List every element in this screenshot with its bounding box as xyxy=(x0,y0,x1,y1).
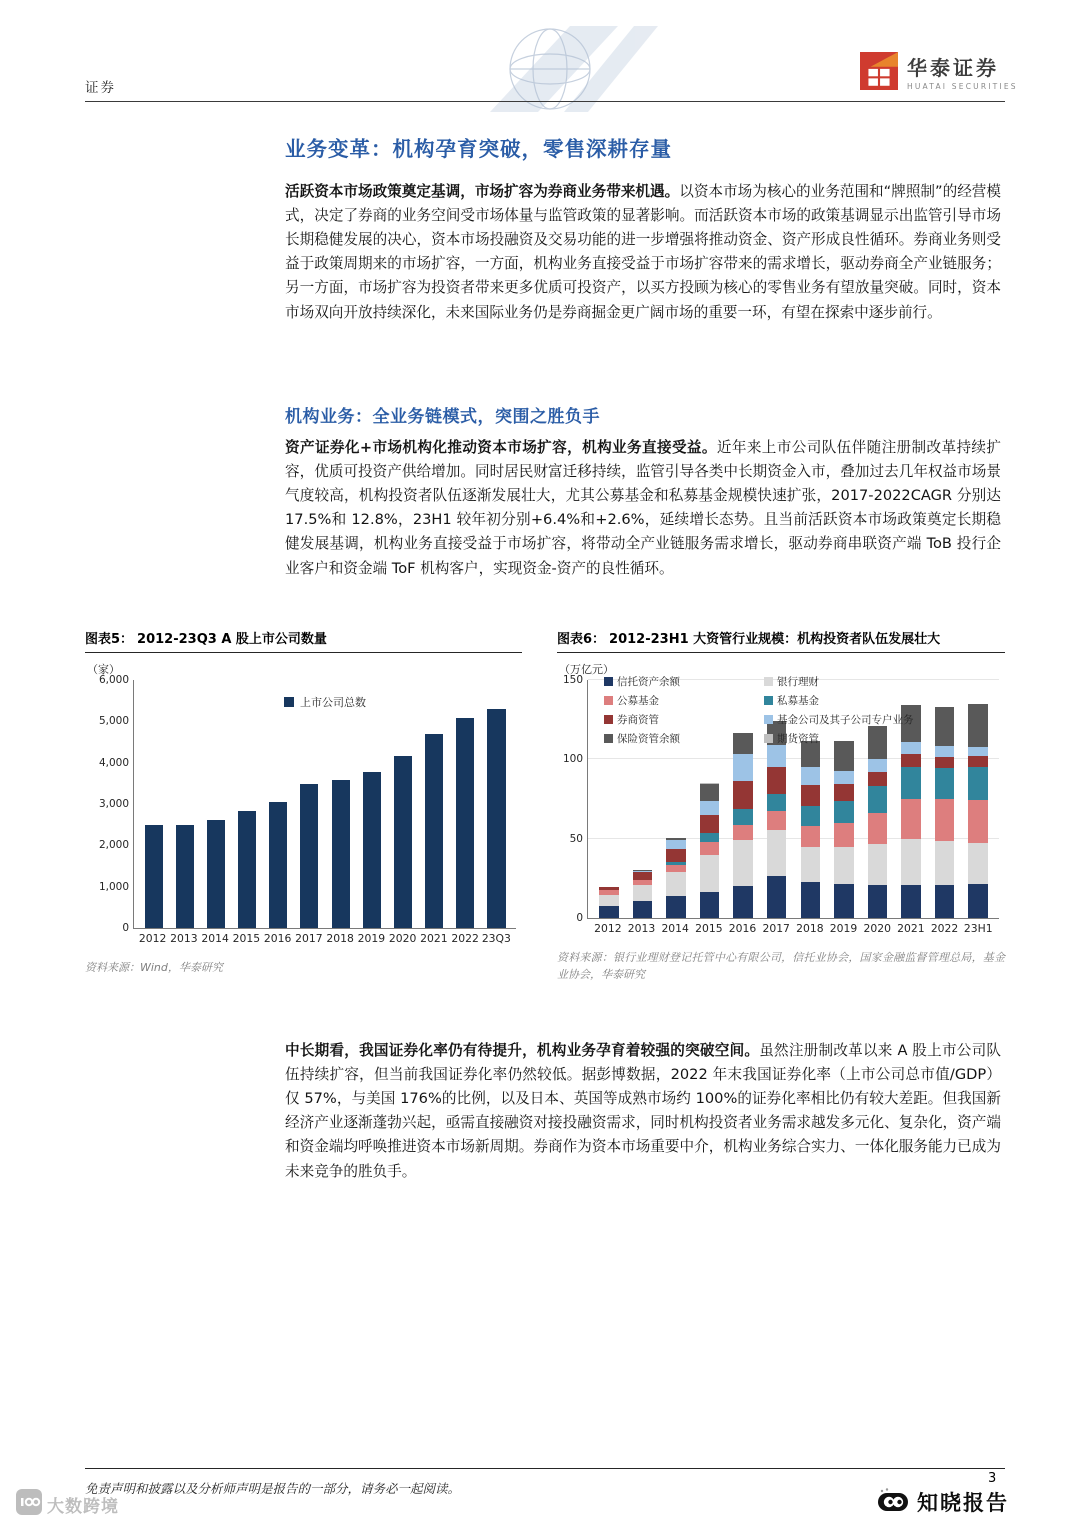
bar-segment xyxy=(968,843,987,883)
header-divider xyxy=(85,101,1005,102)
bar-23Q3 xyxy=(481,680,512,928)
brand-subtitle: HUATAI SECURITIES xyxy=(907,81,1018,91)
fig5-legend xyxy=(134,694,516,710)
y-tick-label: 100 xyxy=(562,753,583,766)
legend-swatch xyxy=(604,734,613,743)
bar-segment xyxy=(935,768,954,800)
x-tick-label: 2015 xyxy=(695,922,723,935)
bar-segment xyxy=(801,767,820,785)
bar-segment xyxy=(733,781,752,809)
bar-2015 xyxy=(232,680,263,928)
bar-2013 xyxy=(169,680,200,928)
bar-segment xyxy=(666,896,685,918)
page-title: 业务变革：机构孕育突破，零售深耕存量 xyxy=(285,136,672,161)
bar-segment xyxy=(868,885,887,918)
bar-segment xyxy=(935,799,954,840)
bar-segment xyxy=(767,794,786,812)
x-tick-label: 2012 xyxy=(594,922,622,935)
x-tick-label: 23H1 xyxy=(963,922,993,935)
paragraph-securitization xyxy=(285,1039,1001,1184)
x-tick-label: 23Q3 xyxy=(481,932,511,945)
page-number: 3 xyxy=(988,1471,997,1486)
figure-5-chart xyxy=(98,674,516,945)
x-tick-label: 2021 xyxy=(897,922,925,935)
x-tick-label: 2014 xyxy=(661,922,689,935)
bar-segment xyxy=(968,800,987,844)
bar-segment xyxy=(834,847,853,884)
legend-label: 信托资产余额 xyxy=(617,676,680,688)
legend-item xyxy=(764,731,914,746)
bar-segment xyxy=(968,767,987,800)
bar-segment xyxy=(801,806,820,826)
x-tick-label: 2022 xyxy=(930,922,959,935)
legend-swatch xyxy=(604,677,613,686)
figure-5-label: 图表5： xyxy=(85,632,134,647)
figure-6-title: 2012-23H1 大资管行业规模：机构投资者队伍发展壮大 xyxy=(609,632,941,647)
bar-2022 xyxy=(450,680,481,928)
x-tick-label: 2014 xyxy=(201,932,229,945)
figure-6-source: 资料来源：银行业理财登记托管中心有限公司，信托业协会，国家金融监督管理总局，基金业协会，华泰研究 xyxy=(557,951,1005,982)
paragraph-body: 近年来上市公司队伍伴随注册制改革持续扩容，优质可投资产供给增加。同时居民财富迁移持续，监管引导各类中长期资金入市，叠加过去几年权益市场景气度较高，机构投资者队伍逐渐发展壮大，尤其公募基金和私募基金规模快速扩张，2017-2022CAGR 分别达 17.5%和 12.8%，23H1 较年初分别+6.4%和+2.6%，延续增长态势。且当前活跃资本市场政策奠定长期稳健发展基调，机构业务直接受益于市场扩容，将带动全产业链服务需求增长，驱动券商串联资产端 ToB 投行企业客户和资金端 ToF 机构客户，实现资金-资产的良性循环。 xyxy=(285,438,1001,577)
legend-label: 期货资管 xyxy=(777,733,819,745)
bar-segment xyxy=(599,906,618,918)
bar-segment xyxy=(666,872,685,896)
legend-swatch xyxy=(764,715,773,724)
x-tick-label: 2016 xyxy=(263,932,292,945)
legend-item xyxy=(764,693,914,708)
x-tick-label: 2017 xyxy=(762,922,790,935)
figure-6 xyxy=(557,628,1005,983)
huatai-logo xyxy=(860,52,1018,94)
footer-divider xyxy=(85,1468,1005,1469)
legend-label: 私募基金 xyxy=(777,695,819,707)
figure-6-label: 图表6： xyxy=(557,632,606,647)
x-tick-label: 2019 xyxy=(829,922,858,935)
bar-segment xyxy=(700,801,719,815)
paragraph-lead: 活跃资本市场政策奠定基调，市场扩容为券商业务带来机遇。 xyxy=(285,182,680,200)
x-tick-label: 2019 xyxy=(357,932,386,945)
bar-segment xyxy=(901,767,920,798)
x-tick-label: 2012 xyxy=(138,932,167,945)
bar-segment xyxy=(935,885,954,918)
figure-6-x-axis xyxy=(587,922,999,935)
section-heading-institutional: 机构业务：全业务链模式，突围之胜负手 xyxy=(285,407,600,428)
y-tick-label: 4,000 xyxy=(98,756,129,769)
figure-6-chart xyxy=(562,674,999,935)
legend-swatch xyxy=(604,715,613,724)
paragraph-lead: 中长期看，我国证券化率仍有待提升，机构业务孕育着较强的突破空间。 xyxy=(285,1041,760,1059)
y-tick-label: 1,000 xyxy=(98,880,129,893)
bar-segment xyxy=(700,855,719,892)
legend-label: 基金公司及其子公司专户业务 xyxy=(777,714,914,726)
bar-segment xyxy=(767,811,786,829)
bar-segment xyxy=(666,840,685,849)
legend-swatch xyxy=(764,677,773,686)
x-tick-label: 2013 xyxy=(627,922,656,935)
bar-segment xyxy=(901,885,920,918)
y-tick-label: 0 xyxy=(122,922,129,934)
bar-segment xyxy=(968,704,987,747)
bar-segment xyxy=(935,746,954,756)
bar-segment xyxy=(733,840,752,886)
bar-segment xyxy=(868,813,887,845)
bar-segment xyxy=(599,895,618,906)
bar-2012 xyxy=(138,680,169,928)
bar-segment xyxy=(733,825,752,840)
paragraph-body: 虽然注册制改革以来 A 股上市公司队伍持续扩容，但当前我国证券化率仍然较低。据彭博数据，2022 年末我国证券化率（上市公司总市值/GDP）仅 57%，与美国 176%的比例，以及日本、英国等成熟市场约 100%的证券化率相比仍有较大差距。但我国新经济产业逐渐蓬勃兴起，亟需直接融资对接投融资需求，同时机构投资者业务需求越发多元化、复杂化，资产端和资金端均呼唤推进资本市场新周期。券商作为资本市场重要中介，机构业务综合实力、一体化服务能力已成为未来竞争的胜负手。 xyxy=(285,1041,1001,1180)
bar-2017 xyxy=(294,680,325,928)
bar-segment xyxy=(633,885,652,901)
bar-segment xyxy=(868,759,887,772)
legend-item xyxy=(764,674,914,689)
bar-segment xyxy=(733,754,752,781)
bar-segment xyxy=(700,815,719,834)
bar-segment xyxy=(935,841,954,885)
x-tick-label: 2015 xyxy=(232,932,261,945)
legend-swatch xyxy=(604,696,613,705)
bar-segment xyxy=(700,842,719,855)
bar-segment xyxy=(767,876,786,918)
bar-2019 xyxy=(356,680,387,928)
fig6-legend xyxy=(604,674,914,746)
x-tick-label: 2017 xyxy=(295,932,323,945)
bar-segment xyxy=(901,839,920,885)
x-tick-label: 2021 xyxy=(420,932,448,945)
bar-segment xyxy=(801,847,820,882)
header-globe-watermark xyxy=(420,26,690,116)
bar-2018 xyxy=(325,680,356,928)
legend-item xyxy=(604,674,754,689)
footer-disclaimer: 免责声明和披露以及分析师声明是报告的一部分，请务必一起阅读。 xyxy=(85,1481,461,1496)
paragraph-body: 以资本市场为核心的业务范围和“牌照制”的经营模式，决定了券商的业务空间受市场体量与监管政策的显著影响。而活跃资本市场的政策基调显示出监管引导市场长期稳健发展的决心，资本市场投融资及交易功能的进一步增强将推动资金、资产形成良性循环。券商业务则受益于政策周期来的市场扩容，一方面，机构业务直接受益于市场扩容带来的需求增长，驱动券商全产业链服务；另一方面，市场扩容为投资者带来更多优质可投资产，以买方投顾为核心的零售业务有望放量突破。同时，资本市场双向开放持续深化，未来国际业务仍是券商掘金更广阔市场的重要一环，有望在探索中逐步前行。 xyxy=(285,182,1001,321)
y-tick-label: 50 xyxy=(569,832,583,845)
huatai-logo-icon xyxy=(860,52,898,94)
bar-23H1 xyxy=(961,680,995,918)
y-tick-label: 0 xyxy=(576,912,583,924)
bar-segment xyxy=(901,799,920,840)
x-tick-label: 2018 xyxy=(326,932,354,945)
figure-6-plot xyxy=(562,674,999,924)
paragraph-institutional xyxy=(285,436,1001,581)
legend-label: 银行理财 xyxy=(777,676,819,688)
bar-segment xyxy=(666,865,685,872)
zhixiao-logo-icon xyxy=(876,1487,910,1517)
bar-segment xyxy=(801,785,820,806)
watermark-dashu-label: 大数跨境 xyxy=(47,1496,119,1517)
bar-2014 xyxy=(200,680,231,928)
x-tick-label: 2016 xyxy=(728,922,757,935)
legend-swatch xyxy=(764,734,773,743)
bar-segment xyxy=(868,786,887,813)
figure-5-x-axis xyxy=(133,932,516,945)
dashu-logo-icon xyxy=(16,1489,42,1519)
y-tick-label: 150 xyxy=(562,674,583,686)
y-tick-label: 6,000 xyxy=(98,674,129,686)
paragraph-lead: 资产证券化+市场机构化推动资本市场扩容，机构业务直接受益。 xyxy=(285,438,717,456)
header-category-label: 证券 xyxy=(85,80,116,96)
watermark-dashu xyxy=(16,1489,119,1519)
x-tick-label: 2013 xyxy=(170,932,198,945)
bar-segment xyxy=(700,833,719,841)
bar-segment xyxy=(901,754,920,767)
fig5-legend-swatch xyxy=(284,697,294,707)
x-tick-label: 2020 xyxy=(388,932,417,945)
x-tick-label: 2018 xyxy=(796,922,824,935)
bar-2016 xyxy=(263,680,294,928)
legend-label: 券商资管 xyxy=(617,714,659,726)
y-tick-label: 3,000 xyxy=(98,798,129,810)
paragraph-market-policy xyxy=(285,180,1001,325)
fig5-legend-label: 上市公司总数 xyxy=(300,696,366,709)
bar-2020 xyxy=(387,680,418,928)
watermark-zhixiao-label: 知晓报告 xyxy=(917,1491,1009,1515)
bar-segment xyxy=(700,892,719,918)
y-tick-label: 5,000 xyxy=(98,715,129,728)
legend-item xyxy=(604,693,754,708)
legend-label: 公募基金 xyxy=(617,695,659,707)
bar-segment xyxy=(968,747,987,757)
bar-segment xyxy=(633,872,652,880)
bar-segment xyxy=(935,757,954,768)
legend-swatch xyxy=(764,696,773,705)
figure-5-caption xyxy=(85,628,522,653)
bar-segment xyxy=(767,830,786,877)
bar-segment xyxy=(801,882,820,918)
bar-segment xyxy=(834,884,853,918)
x-tick-label: 2020 xyxy=(863,922,891,935)
figure-5-source: 资料来源：Wind，华泰研究 xyxy=(85,961,223,974)
bar-segment xyxy=(935,707,954,746)
bar-segment xyxy=(666,849,685,862)
bar-segment xyxy=(968,756,987,766)
bar-segment xyxy=(801,826,820,847)
figure-5-y-unit: （家） xyxy=(87,663,120,676)
bar-segment xyxy=(733,886,752,918)
bar-segment xyxy=(834,771,853,784)
legend-item xyxy=(764,712,914,727)
x-tick-label: 2022 xyxy=(451,932,479,945)
legend-label: 保险资管余额 xyxy=(617,733,680,745)
figure-5 xyxy=(85,628,522,976)
bar-segment xyxy=(868,844,887,885)
bar-segment xyxy=(834,784,853,801)
bar-segment xyxy=(633,901,652,918)
y-tick-label: 2,000 xyxy=(98,839,129,852)
bar-segment xyxy=(968,884,987,918)
bar-2021 xyxy=(419,680,450,928)
bar-segment xyxy=(868,772,887,786)
legend-item xyxy=(604,731,754,746)
figure-5-title: 2012-23Q3 A 股上市公司数量 xyxy=(137,632,327,647)
bar-2022 xyxy=(928,680,962,918)
bar-segment xyxy=(767,745,786,767)
figure-6-caption xyxy=(557,628,1005,653)
bar-segment xyxy=(733,809,752,825)
bar-segment xyxy=(834,823,853,846)
bar-segment xyxy=(700,784,719,801)
figure-6-y-unit: （万亿元） xyxy=(559,663,614,676)
bar-segment xyxy=(767,767,786,794)
figure-5-plot xyxy=(98,674,516,934)
watermark-zhixiao xyxy=(876,1487,1009,1517)
legend-item xyxy=(604,712,754,727)
brand-name: 华泰证券 xyxy=(907,55,999,80)
bar-segment xyxy=(834,801,853,823)
